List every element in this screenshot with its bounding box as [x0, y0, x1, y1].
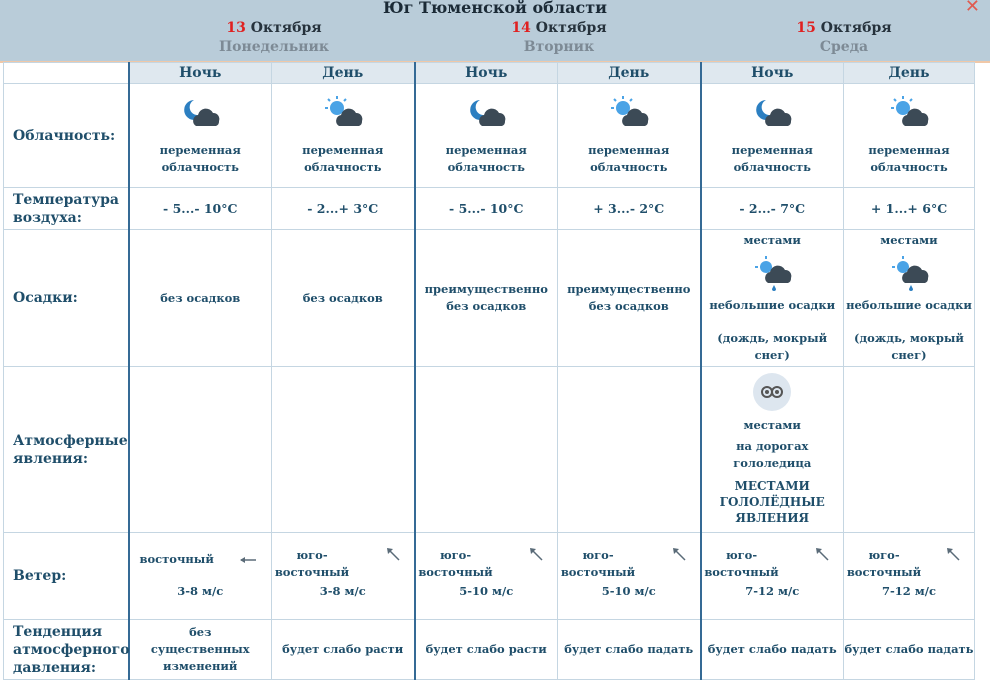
precip-text: без осадков	[272, 230, 415, 367]
pressure-text: будет слабо падать	[844, 620, 975, 680]
cloud-cell	[272, 84, 415, 188]
precip-text: небольшие осадки	[709, 298, 836, 312]
atmos-warning: МЕСТАМИ ГОЛОЛЁДНЫЕ ЯВЛЕНИЯ	[719, 479, 825, 525]
wind-cell	[844, 533, 975, 620]
wind-cell	[415, 533, 558, 620]
pressure-text: будет слабо падать	[701, 620, 844, 680]
arrow-northwest-icon	[672, 547, 686, 561]
column-header: Ночь	[415, 63, 558, 84]
row-label: Облачность:	[4, 84, 129, 188]
cloud-text: переменная облачность	[731, 142, 813, 174]
day-number: 14	[511, 20, 531, 36]
arrow-northwest-icon	[946, 547, 960, 561]
temp-value: + 3...- 2°C	[558, 188, 701, 230]
row-label: Атмосферные явления:	[4, 367, 129, 533]
table-row	[4, 84, 975, 188]
corner-cell	[4, 63, 129, 84]
sun-cloud-icon	[889, 96, 929, 130]
close-icon[interactable]: ✕	[964, 0, 980, 17]
wind-cell	[701, 533, 844, 620]
table-row	[4, 367, 975, 533]
day-weekday: Вторник	[523, 39, 595, 55]
atmos-cell	[844, 367, 975, 533]
wind-speed: 3-8 м/с	[319, 584, 366, 598]
wind-cell	[272, 533, 415, 620]
table-row	[4, 533, 975, 620]
fog-icon	[753, 373, 791, 411]
sun-cloud-rain-icon	[752, 255, 792, 291]
cloud-cell	[129, 84, 272, 188]
temp-value: - 5...- 10°C	[415, 188, 558, 230]
atmos-prefix: местами	[743, 418, 801, 432]
row-label: Осадки:	[4, 230, 129, 367]
arrow-west-icon	[239, 555, 257, 565]
cloud-cell	[558, 84, 701, 188]
temp-value: + 1...+ 6°C	[844, 188, 975, 230]
wind-speed: 7-12 м/с	[882, 584, 936, 598]
day-month: Октября	[820, 20, 892, 36]
day-header-2	[459, 20, 659, 55]
wind-direction: юго-восточный	[274, 548, 350, 579]
table-row	[4, 620, 975, 680]
day-weekday: Понедельник	[218, 39, 330, 55]
atmos-cell	[701, 367, 844, 533]
column-header: Ночь	[701, 63, 844, 84]
cloud-text: переменная облачность	[868, 142, 950, 174]
sun-cloud-icon	[323, 96, 363, 130]
cloud-cell	[701, 84, 844, 188]
column-header: День	[558, 63, 701, 84]
cloud-cell	[844, 84, 975, 188]
precip-text: без осадков	[129, 230, 272, 367]
wind-cell	[558, 533, 701, 620]
precip-text: небольшие осадки	[846, 298, 972, 312]
table-row	[4, 230, 975, 367]
day-header-3	[744, 20, 944, 55]
temp-value: - 2...- 7°C	[701, 188, 844, 230]
row-label: Температура воздуха:	[4, 188, 129, 230]
wind-direction: юго-восточный	[560, 548, 636, 579]
precip-text: преимущественно без осадков	[415, 230, 558, 367]
cloud-text: переменная облачность	[302, 142, 384, 174]
precip-prefix: местами	[880, 233, 938, 247]
moon-cloud-icon	[752, 96, 792, 130]
sun-cloud-icon	[609, 96, 649, 130]
pressure-text: будет слабо падать	[558, 620, 701, 680]
pressure-text: будет слабо расти	[415, 620, 558, 680]
column-header: День	[272, 63, 415, 84]
atmos-cell	[129, 367, 272, 533]
temp-value: - 5...- 10°C	[129, 188, 272, 230]
precip-detail: (дождь, мокрый снег)	[717, 331, 828, 362]
precip-cell	[844, 230, 975, 367]
pressure-text: будет слабо расти	[272, 620, 415, 680]
moon-cloud-icon	[466, 96, 506, 130]
precip-text: преимущественно без осадков	[558, 230, 701, 367]
temp-value: - 2...+ 3°C	[272, 188, 415, 230]
column-header: Ночь	[129, 63, 272, 84]
atmos-cell	[415, 367, 558, 533]
cloud-cell	[415, 84, 558, 188]
wind-direction: юго-восточный	[418, 548, 493, 579]
region-header	[0, 0, 990, 61]
moon-cloud-icon	[180, 96, 220, 130]
wind-speed: 5-10 м/с	[601, 584, 656, 598]
day-header-1	[174, 20, 374, 55]
arrow-northwest-icon	[386, 547, 400, 561]
pressure-text: без существенных изменений	[129, 620, 272, 680]
column-header: День	[844, 63, 975, 84]
day-weekday: Среда	[819, 39, 869, 55]
row-label: Ветер:	[4, 533, 129, 620]
precip-cell	[701, 230, 844, 367]
table-row	[4, 188, 975, 230]
day-month: Октября	[535, 20, 607, 36]
arrow-northwest-icon	[815, 547, 829, 561]
wind-direction: юго-восточный	[704, 548, 779, 579]
wind-speed: 3-8 м/с	[177, 584, 224, 598]
arrow-northwest-icon	[529, 547, 543, 561]
wind-speed: 5-10 м/с	[459, 584, 514, 598]
forecast-table	[3, 62, 975, 680]
day-number: 15	[796, 20, 816, 36]
precip-detail: (дождь, мокрый снег)	[854, 331, 964, 362]
cloud-text: переменная облачность	[159, 142, 241, 174]
atmos-text: на дорогах гололедица	[733, 439, 812, 470]
day-month: Октября	[250, 20, 322, 36]
wind-cell	[129, 533, 272, 620]
atmos-cell	[558, 367, 701, 533]
precip-prefix: местами	[743, 233, 801, 247]
cloud-text: переменная облачность	[445, 142, 527, 174]
sun-cloud-rain-icon	[889, 255, 929, 291]
atmos-cell	[272, 367, 415, 533]
wind-direction: юго-восточный	[846, 548, 922, 579]
table-row	[4, 63, 975, 84]
cloud-text: переменная облачность	[588, 142, 670, 174]
wind-direction: восточный	[139, 552, 214, 566]
page-title: Юг Тюменской области	[383, 0, 607, 17]
day-number: 13	[226, 20, 246, 36]
row-label: Тенденция атмосферного давления:	[4, 620, 129, 680]
wind-speed: 7-12 м/с	[745, 584, 800, 598]
